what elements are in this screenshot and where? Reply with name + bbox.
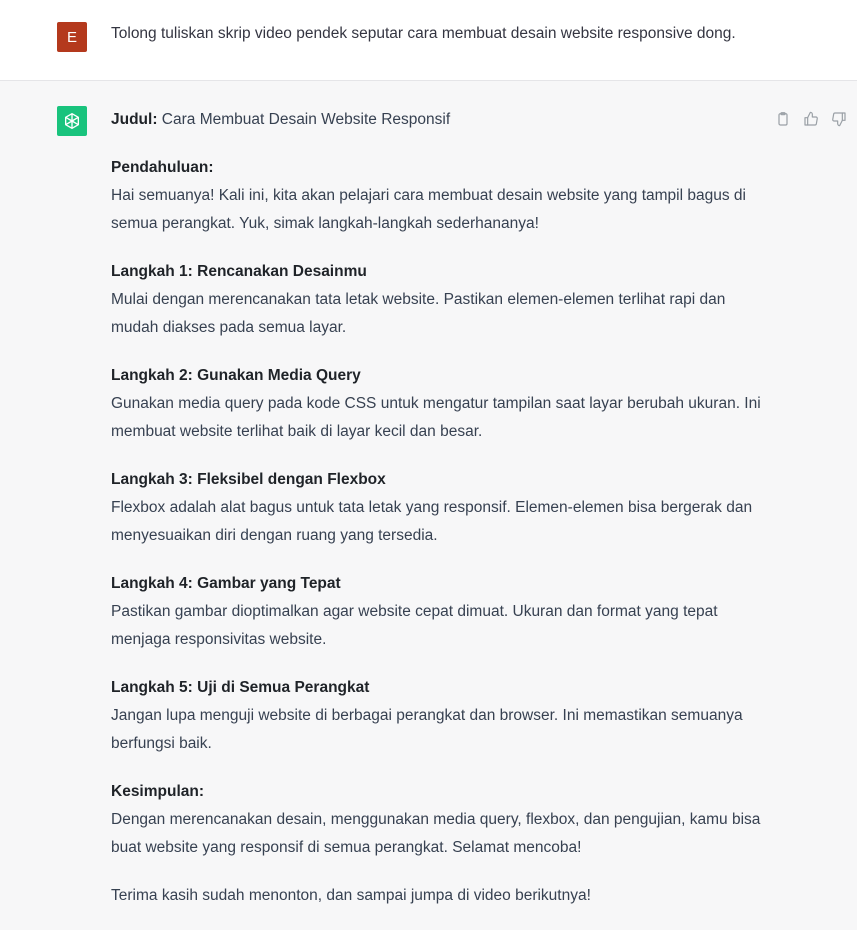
section-step-4 [111,570,771,654]
title-text: Cara Membuat Desain Website Responsif [157,111,451,128]
section-heading: Pendahuluan: [111,159,214,176]
section-heading: Langkah 2: Gunakan Media Query [111,367,361,384]
message-actions [773,109,849,129]
section-step-3 [111,466,771,550]
user-message [0,0,857,81]
user-message-text: Tolong tuliskan skrip video pendek seputar cara membuat desain website responsive dong. [111,25,736,42]
section-body: Dengan merencanakan desain, menggunakan media query, flexbox, dan pengujian, kamu bisa buat website yang responsif di semua perangkat. Selamat mencoba! [111,811,761,856]
section-heading: Kesimpulan: [111,783,205,800]
thumbs-down-button[interactable] [829,109,849,129]
section-step-2 [111,362,771,446]
openai-logo-icon [57,106,87,136]
copy-button[interactable] [773,109,793,129]
thumbs-down-icon [831,111,847,127]
user-avatar: E [57,22,87,52]
section-heading: Langkah 5: Uji di Semua Perangkat [111,679,370,696]
section-body: Mulai dengan merencanakan tata letak website. Pastikan elemen-elemen terlihat rapi dan mudah diakses pada semua layar. [111,291,726,336]
section-body: Gunakan media query pada kode CSS untuk mengatur tampilan saat layar berubah ukuran. Ini membuat website terlihat baik di layar kecil dan besar. [111,395,761,440]
section-heading: Langkah 3: Fleksibel dengan Flexbox [111,471,386,488]
thumbs-up-icon [803,111,819,127]
thumbs-up-button[interactable] [801,109,821,129]
section-conclusion [111,778,771,862]
section-body: Flexbox adalah alat bagus untuk tata letak yang responsif. Elemen-elemen bisa bergerak dan menyesuaikan diri dengan ruang yang tersedia. [111,499,753,544]
assistant-message [0,81,857,925]
clipboard-icon [775,111,791,127]
title-label: Judul: [111,111,158,128]
section-heading: Langkah 1: Rencanakan Desainmu [111,263,367,280]
script-title [111,106,771,134]
section-body: Jangan lupa menguji website di berbagai perangkat dan browser. Ini memastikan semuanya berfungsi baik. [111,707,743,752]
closing-line: Terima kasih sudah menonton, dan sampai jumpa di video berikutnya! [111,887,591,904]
section-body: Pastikan gambar dioptimalkan agar website cepat dimuat. Ukuran dan format yang tepat menjaga responsivitas website. [111,603,718,648]
assistant-message-content [111,106,771,930]
section-step-1 [111,258,771,342]
section-heading: Langkah 4: Gambar yang Tepat [111,575,341,592]
section-step-5 [111,674,771,758]
section-body: Hai semuanya! Kali ini, kita akan pelajari cara membuat desain website yang tampil bagus di semua perangkat. Yuk, simak langkah-langkah sederhananya! [111,187,746,232]
section-intro [111,154,771,238]
